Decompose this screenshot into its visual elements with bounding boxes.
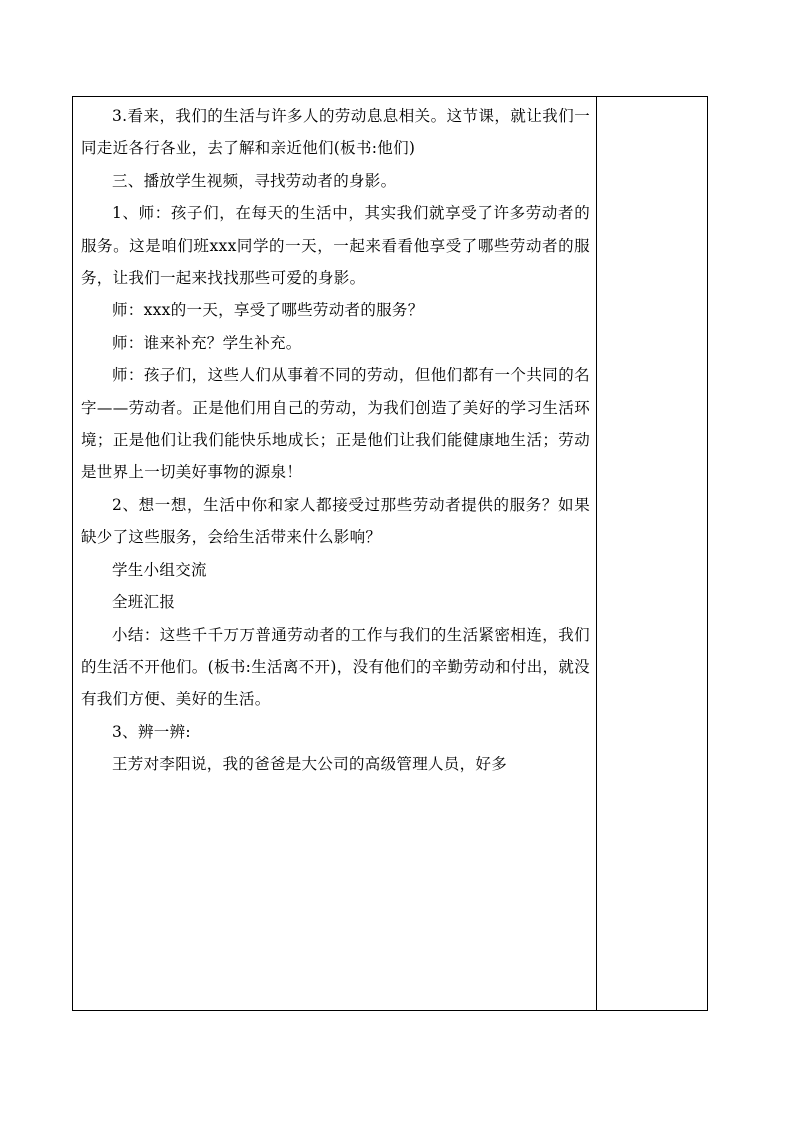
paragraph-conclusion: 小结：这些千千万万普通劳动者的工作与我们的生活紧密相连，我们的生活不开他们。(板书:生活离不开)，没有他们的辛勤劳动和付出，就没有我们方便、美好的生活。 <box>81 625 590 709</box>
lesson-content-cell <box>73 97 597 1010</box>
paragraph-teacher-summary: 师：孩子们，这些人们从事着不同的劳动，但他们都有一个共同的名字——劳动者。正是他们用自己的劳动，为我们创造了美好的学习生活环境；正是他们让我们能快乐地成长；正是他们让我们能健康地生活；劳动是世界上一切美好事物的源泉！ <box>81 366 590 482</box>
paragraph-discern-story: 王芳对李阳说，我的爸爸是大公司的高级管理人员，好多 <box>112 755 508 774</box>
paragraph-teacher-question: 师：xxx的一天，享受了哪些劳动者的服务？ <box>112 301 424 320</box>
paragraph-class-report: 全班汇报 <box>112 593 176 612</box>
paragraph-group-discussion: 学生小组交流 <box>112 560 207 579</box>
paragraph-think-question: 2、想一想，生活中你和家人都接受过那些劳动者提供的服务？如果缺少了这些服务，会给生活带来什么影响？ <box>81 495 590 547</box>
paragraph-section-three-heading: 三、播放学生视频，寻找劳动者的身影。 <box>112 171 397 190</box>
lesson-plan-table <box>72 96 708 1011</box>
notes-cell <box>597 97 707 1010</box>
paragraph-teacher-supplement: 师：谁来补充？学生补充。 <box>112 333 302 352</box>
paragraph-transition: 3.看来，我们的生活与许多人的劳动息息相关。这节课，就让我们一同走近各行各业，去了解和亲近他们(板书:他们) <box>81 107 590 158</box>
paragraph-discern-heading: 3、辨一辨: <box>112 722 191 741</box>
paragraph-teacher-intro: 1、师：孩子们，在每天的生活中，其实我们就享受了许多劳动者的服务。这是咱们班xxx同学的一天，一起来看看他享受了哪些劳动者的服务，让我们一起来找找那些可爱的身影。 <box>81 204 590 288</box>
